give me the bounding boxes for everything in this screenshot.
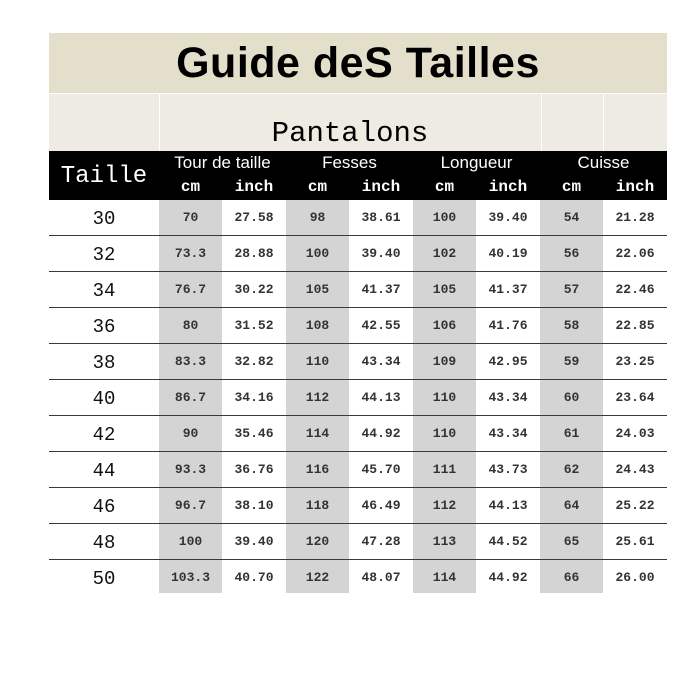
table-cell: 105	[305, 282, 330, 297]
table-cell: 44.92	[488, 570, 528, 585]
table-cell: 100	[178, 534, 203, 549]
table-cell: 39.40	[488, 210, 528, 225]
size-cell: 30	[92, 208, 116, 230]
table-cell: 120	[305, 534, 330, 549]
table-cell: 106	[432, 318, 457, 333]
header-group-length: Longueur	[440, 153, 513, 172]
table-cell: 108	[305, 318, 330, 333]
table-cell: 38.61	[361, 210, 401, 225]
table-row	[49, 416, 667, 452]
table-cell: 39.40	[361, 246, 401, 261]
table-cell: 47.28	[361, 534, 401, 549]
divider	[541, 94, 542, 151]
table-cell: 118	[305, 498, 330, 513]
table-cell: 41.37	[361, 282, 401, 297]
table-cell: 22.85	[615, 318, 655, 333]
table-cell: 44.13	[361, 390, 401, 405]
table-cell: 66	[563, 570, 580, 585]
table-cell: 54	[563, 210, 580, 225]
table-cell: 21.28	[615, 210, 655, 225]
table-cell: 93.3	[174, 462, 207, 477]
subtitle-text: Pantalons	[271, 117, 429, 150]
table-row	[49, 380, 667, 416]
table-cell: 32.82	[234, 354, 274, 369]
table-row	[49, 488, 667, 524]
unit-label: inch	[488, 178, 528, 196]
size-column-header: Taille	[60, 163, 148, 190]
size-cell: 32	[92, 244, 116, 266]
table-cell: 114	[432, 570, 457, 585]
unit-label: cm	[180, 178, 201, 196]
table-row	[49, 452, 667, 488]
table-cell: 42.95	[488, 354, 528, 369]
table-cell: 83.3	[174, 354, 207, 369]
table-cell: 24.43	[615, 462, 655, 477]
table-cell: 110	[432, 390, 457, 405]
table-cell: 44.92	[361, 426, 401, 441]
table-cell: 73.3	[174, 246, 207, 261]
table-cell: 22.46	[615, 282, 655, 297]
table-cell: 28.88	[234, 246, 274, 261]
table-cell: 43.34	[488, 426, 528, 441]
unit-label: cm	[434, 178, 455, 196]
table-cell: 112	[305, 390, 330, 405]
table-cell: 64	[563, 498, 580, 513]
table-cell: 38.10	[234, 498, 274, 513]
table-cell: 80	[182, 318, 199, 333]
table-cell: 40.70	[234, 570, 274, 585]
page-title: Guide deS Tailles	[49, 33, 667, 93]
table-cell: 46.49	[361, 498, 401, 513]
divider	[603, 94, 604, 151]
table-cell: 43.73	[488, 462, 528, 477]
table-cell: 45.70	[361, 462, 401, 477]
table-cell: 62	[563, 462, 580, 477]
table-cell: 111	[432, 462, 457, 477]
size-cell: 50	[92, 568, 116, 590]
unit-label: cm	[307, 178, 328, 196]
table-cell: 40.19	[488, 246, 528, 261]
table-cell: 25.61	[615, 534, 655, 549]
table-cell: 113	[432, 534, 457, 549]
table-cell: 58	[563, 318, 580, 333]
table-cell: 110	[432, 426, 457, 441]
size-cell: 42	[92, 424, 116, 446]
table-cell: 41.37	[488, 282, 528, 297]
header-group-thigh: Cuisse	[577, 153, 630, 172]
table-cell: 61	[563, 426, 580, 441]
unit-label: inch	[234, 178, 274, 196]
table-cell: 36.76	[234, 462, 274, 477]
table-cell: 116	[305, 462, 330, 477]
table-cell: 43.34	[488, 390, 528, 405]
table-cell: 48.07	[361, 570, 401, 585]
table-cell: 112	[432, 498, 457, 513]
table-cell: 27.58	[234, 210, 274, 225]
table-row	[49, 236, 667, 272]
size-cell: 38	[92, 352, 116, 374]
table-cell: 24.03	[615, 426, 655, 441]
unit-label: cm	[561, 178, 582, 196]
table-cell: 76.7	[174, 282, 207, 297]
size-cell: 48	[92, 532, 116, 554]
header-group-hips: Fesses	[322, 153, 377, 172]
unit-label: inch	[361, 178, 401, 196]
table-cell: 23.64	[615, 390, 655, 405]
subtitle	[159, 94, 541, 151]
size-cell: 34	[92, 280, 116, 302]
table-cell: 105	[432, 282, 457, 297]
table-cell: 86.7	[174, 390, 207, 405]
size-cell: 46	[92, 496, 116, 518]
table-cell: 100	[432, 210, 457, 225]
table-cell: 39.40	[234, 534, 274, 549]
table-cell: 90	[182, 426, 199, 441]
table-cell: 41.76	[488, 318, 528, 333]
table-cell: 65	[563, 534, 580, 549]
table-cell: 114	[305, 426, 330, 441]
table-cell: 59	[563, 354, 580, 369]
header-group-waist: Tour de taille	[174, 153, 271, 172]
table-cell: 31.52	[234, 318, 274, 333]
size-cell: 44	[92, 460, 116, 482]
table-cell: 102	[432, 246, 457, 261]
table-cell: 100	[305, 246, 330, 261]
table-cell: 70	[182, 210, 199, 225]
size-cell: 40	[92, 388, 116, 410]
table-cell: 122	[305, 570, 330, 585]
table-header	[49, 151, 667, 200]
table-cell: 96.7	[174, 498, 207, 513]
table-cell: 109	[432, 354, 457, 369]
table-row	[49, 308, 667, 344]
unit-label: inch	[615, 178, 655, 196]
table-cell: 110	[305, 354, 330, 369]
table-cell: 26.00	[615, 570, 655, 585]
table-cell: 43.34	[361, 354, 401, 369]
table-cell: 22.06	[615, 246, 655, 261]
table-cell: 30.22	[234, 282, 274, 297]
table-cell: 44.52	[488, 534, 528, 549]
table-cell: 103.3	[170, 570, 210, 585]
table-cell: 34.16	[234, 390, 274, 405]
table-row	[49, 524, 667, 560]
table-cell: 35.46	[234, 426, 274, 441]
table-cell: 98	[309, 210, 326, 225]
table-row	[49, 200, 667, 236]
table-row	[49, 344, 667, 380]
table-cell: 44.13	[488, 498, 528, 513]
table-cell: 60	[563, 390, 580, 405]
table-cell: 25.22	[615, 498, 655, 513]
table-cell: 23.25	[615, 354, 655, 369]
size-cell: 36	[92, 316, 116, 338]
table-cell: 42.55	[361, 318, 401, 333]
table-row	[49, 560, 667, 596]
table-row	[49, 272, 667, 308]
table-cell: 56	[563, 246, 580, 261]
table-cell: 57	[563, 282, 580, 297]
